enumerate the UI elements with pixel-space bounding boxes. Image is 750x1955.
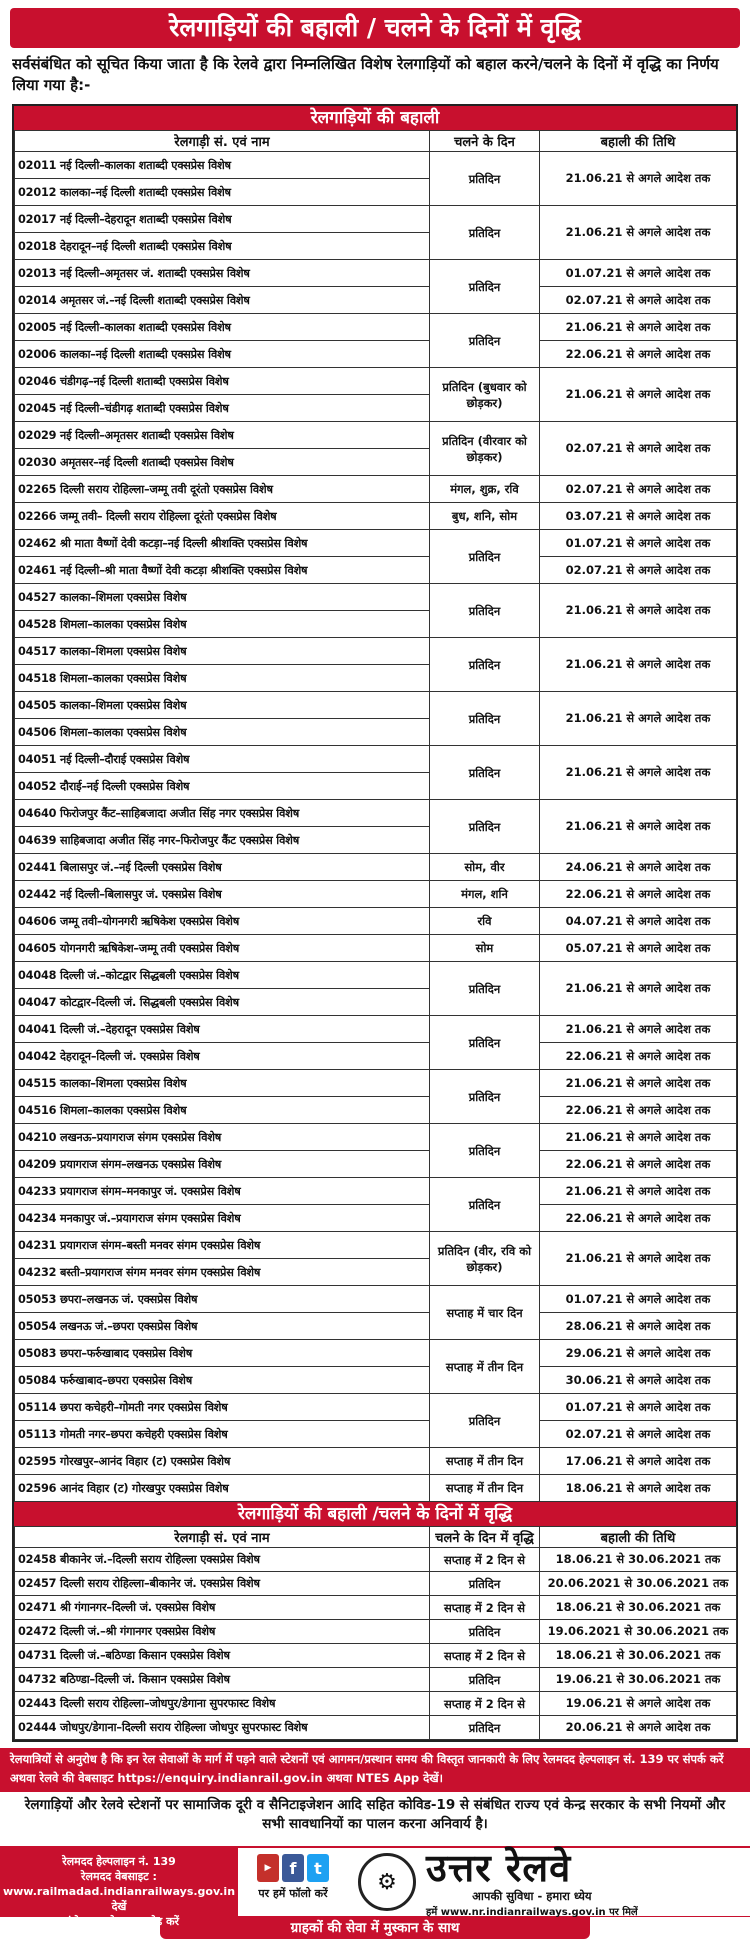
restore-date: 20.06.21 से अगले आदेश तक <box>540 1716 737 1740</box>
restore-date: 19.06.21 से अगले आदेश तक <box>540 1692 737 1716</box>
train-name: 04515 कालका–शिमला एक्सप्रेस विशेष <box>15 1070 430 1097</box>
section2-title: रेलगाड़ियों की बहाली /चलने के दिनों में वृद्धि <box>14 1502 736 1526</box>
train-name: 05083 छपरा–फर्रुखाबाद एक्सप्रेस विशेष <box>15 1340 430 1367</box>
train-name: 02029 नई दिल्ली–अमृतसर शताब्दी एक्सप्रेस विशेष <box>15 422 430 449</box>
restore-date: 01.07.21 से अगले आदेश तक <box>540 530 737 557</box>
train-name: 02046 चंडीगढ़–नई दिल्ली शताब्दी एक्सप्रेस विशेष <box>15 368 430 395</box>
train-name: 04047 कोटद्वार–दिल्ली जं. सिद्धबली एक्सप्रेस विशेष <box>15 989 430 1016</box>
page-title: रेलगाड़ियों की बहाली / चलने के दिनों में वृद्धि <box>10 8 740 48</box>
table-row <box>15 1448 737 1475</box>
restore-date: 21.06.21 से अगले आदेश तक <box>540 1016 737 1043</box>
restoration-table <box>14 130 737 1502</box>
train-name: 04233 प्रयागराज संगम–मनकापुर जं. एक्सप्रेस विशेष <box>15 1178 430 1205</box>
org-brand <box>348 1845 750 1918</box>
table-row <box>15 908 737 935</box>
train-name: 04506 शिमला–कालका एक्सप्रेस विशेष <box>15 719 430 746</box>
table-row <box>15 314 737 341</box>
train-name: 02444 जोधपुर/डेगाना–दिल्ली सराय रोहिल्ला जोधपुर सुपरफास्ट विशेष <box>15 1716 430 1740</box>
restore-date: 29.06.21 से अगले आदेश तक <box>540 1340 737 1367</box>
train-name: 02472 दिल्ली जं.–श्री गंगानगर एक्सप्रेस विशेष <box>15 1620 430 1644</box>
run-days-change: प्रतिदिन <box>430 1716 540 1740</box>
train-name: 02014 अमृतसर जं.–नई दिल्ली शताब्दी एक्सप्रेस विशेष <box>15 287 430 314</box>
col-run-days: चलने के दिन <box>430 131 540 152</box>
run-days: सप्ताह में चार दिन <box>430 1286 540 1340</box>
restore-date: 22.06.21 से अगले आदेश तक <box>540 1151 737 1178</box>
table-row <box>15 1692 737 1716</box>
youtube-icon[interactable]: ▶ <box>257 1854 279 1882</box>
slogan: ग्राहकों की सेवा में मुस्कान के साथ <box>160 1917 590 1939</box>
run-days: प्रतिदिन <box>430 530 540 584</box>
run-days: प्रतिदिन <box>430 638 540 692</box>
table-row <box>15 1620 737 1644</box>
run-days-change: सप्ताह में 2 दिन से <box>430 1644 540 1668</box>
org-name: उत्तर रेलवे <box>426 1845 572 1890</box>
train-name: 05114 छपरा कचेहरी–गोमती नगर एक्सप्रेस विशेष <box>15 1394 430 1421</box>
restore-date: 21.06.21 से अगले आदेश तक <box>540 1124 737 1151</box>
train-name: 02005 नई दिल्ली–कालका शताब्दी एक्सप्रेस विशेष <box>15 314 430 341</box>
restore-date: 02.07.21 से अगले आदेश तक <box>540 422 737 476</box>
restore-date: 03.07.21 से अगले आदेश तक <box>540 503 737 530</box>
table-row <box>15 530 737 557</box>
table-row <box>15 1644 737 1668</box>
table-row <box>15 1596 737 1620</box>
restore-date: 30.06.21 से अगले आदेश तक <box>540 1367 737 1394</box>
table-row <box>15 260 737 287</box>
col-train-name: रेलगाड़ी सं. एवं नाम <box>15 131 430 152</box>
run-days-change: प्रतिदिन <box>430 1620 540 1644</box>
train-name: 02265 दिल्ली सराय रोहिल्ला–जम्मू तवी दूरंतो एक्सप्रेस विशेष <box>15 476 430 503</box>
org-tagline: आपकी सुविधा - हमारा ध्येय <box>472 1888 592 1903</box>
run-days: सप्ताह में तीन दिन <box>430 1340 540 1394</box>
table-row <box>15 341 737 368</box>
train-name: 04505 कालका–शिमला एक्सप्रेस विशेष <box>15 692 430 719</box>
table-row <box>15 1286 737 1313</box>
restore-date: 22.06.21 से अगले आदेश तक <box>540 1043 737 1070</box>
run-days: प्रतिदिन <box>430 206 540 260</box>
train-name: 04605 योगनगरी ऋषिकेश–जम्मू तवी एक्सप्रेस विशेष <box>15 935 430 962</box>
table-row <box>15 1394 737 1421</box>
run-days: प्रतिदिन <box>430 314 540 368</box>
train-name: 04048 दिल्ली जं.–कोटद्वार सिद्धबली एक्सप्रेस विशेष <box>15 962 430 989</box>
table-row <box>15 800 737 827</box>
train-name: 04731 दिल्ली जं.–बठिण्डा किसान एक्सप्रेस विशेष <box>15 1644 430 1668</box>
restore-date: 21.06.21 से अगले आदेश तक <box>540 962 737 1016</box>
run-days-change: सप्ताह में 2 दिन से <box>430 1692 540 1716</box>
extension-table <box>14 1526 737 1740</box>
facebook-icon[interactable]: f <box>282 1854 304 1882</box>
train-name: 02006 कालका–नई दिल्ली शताब्दी एक्सप्रेस विशेष <box>15 341 430 368</box>
run-days: प्रतिदिन <box>430 1124 540 1178</box>
train-name: 05084 फर्रुखाबाद–छपरा एक्सप्रेस विशेष <box>15 1367 430 1394</box>
table-row <box>15 1313 737 1340</box>
timetable-frame <box>12 104 738 1742</box>
enquiry-notice: रेलयात्रियों से अनुरोध है कि इन रेल सेवाओं के मार्ग में पड़ने वाले स्टेशनों एवं आगमन/प्रस्थान समय की विस्तृत जानकारी के लिए रेलमदद हेल्पलाइन सं. 139 पर संपर्क करें अथवा रेलवे की वेबसाइट https://enquiry.indianrail.gov.in अथवा NTES App देखें। <box>0 1748 750 1792</box>
restore-date: 18.06.21 से 30.06.2021 तक <box>540 1644 737 1668</box>
restore-date: 21.06.21 से अगले आदेश तक <box>540 1070 737 1097</box>
restore-date: 19.06.21 से 30.06.2021 तक <box>540 1668 737 1692</box>
table-row <box>15 1475 737 1502</box>
restore-date: 04.07.21 से अगले आदेश तक <box>540 908 737 935</box>
intro-text: सर्वसंबंधित को सूचित किया जाता है कि रेलवे द्वारा निम्नलिखित विशेष रेलगाड़ियों को बहाल करने/चलने के दिनों में वृद्धि का निर्णय लिया गया है:- <box>12 55 719 94</box>
run-days: प्रतिदिन (बुधवार को छोड़कर) <box>430 368 540 422</box>
table-row <box>15 557 737 584</box>
train-name: 04528 शिमला–कालका एक्सप्रेस विशेष <box>15 611 430 638</box>
restore-date: 21.06.21 से अगले आदेश तक <box>540 206 737 260</box>
restore-date: 21.06.21 से अगले आदेश तक <box>540 1178 737 1205</box>
run-days: प्रतिदिन <box>430 692 540 746</box>
railway-logo-icon: ⚙ <box>358 1853 416 1911</box>
table-row <box>15 881 737 908</box>
table-row <box>15 746 737 773</box>
restore-date: 17.06.21 से अगले आदेश तक <box>540 1448 737 1475</box>
restore-date: 02.07.21 से अगले आदेश तक <box>540 1421 737 1448</box>
col-run-days-increase: चलने के दिन में वृद्धि <box>430 1527 540 1548</box>
train-name: 02461 नई दिल्ली–श्री माता वैष्णों देवी कटड़ा श्रीशक्ति एक्सप्रेस विशेष <box>15 557 430 584</box>
train-name: 04041 दिल्ली जं.–देहरादून एक्सप्रेस विशेष <box>15 1016 430 1043</box>
restore-date: 21.06.21 से अगले आदेश तक <box>540 746 737 800</box>
follow-text: पर हमें फॉलो करें <box>258 1887 328 1900</box>
train-name: 04209 प्रयागराज संगम–लखनऊ एक्सप्रेस विशेष <box>15 1151 430 1178</box>
run-days: प्रतिदिन (वीर, रवि को छोड़कर) <box>430 1232 540 1286</box>
table-row <box>15 206 737 233</box>
run-days: प्रतिदिन <box>430 584 540 638</box>
train-name: 02266 जम्मू तवी– दिल्ली सराय रोहिल्ला दूरंतो एक्सप्रेस विशेष <box>15 503 430 530</box>
train-name: 02045 नई दिल्ली–चंडीगढ़ शताब्दी एक्सप्रेस विशेष <box>15 395 430 422</box>
table-row <box>15 287 737 314</box>
train-name: 05054 लखनऊ जं.–छपरा एक्सप्रेस विशेष <box>15 1313 430 1340</box>
table-row <box>15 1016 737 1043</box>
train-name: 02458 बीकानेर जं.–दिल्ली सराय रोहिल्ला एक्सप्रेस विशेष <box>15 1548 430 1572</box>
table-row <box>15 1232 737 1259</box>
restore-date: 20.06.2021 से 30.06.2021 तक <box>540 1572 737 1596</box>
table-row <box>15 638 737 665</box>
helpline-text: रेलमदद हेल्पलाइन नं. 139 <box>62 1855 176 1868</box>
restore-date: 22.06.21 से अगले आदेश तक <box>540 1205 737 1232</box>
train-name: 04052 दौराई–नई दिल्ली एक्सप्रेस विशेष <box>15 773 430 800</box>
run-days: रवि <box>430 908 540 935</box>
run-days: प्रतिदिन <box>430 1070 540 1124</box>
run-days: बुध, शनि, सोम <box>430 503 540 530</box>
train-name: 04210 लखनऊ–प्रयागराज संगम एक्सप्रेस विशेष <box>15 1124 430 1151</box>
restore-date: 18.06.21 से 30.06.2021 तक <box>540 1548 737 1572</box>
table-row <box>15 1340 737 1367</box>
run-days: प्रतिदिन <box>430 260 540 314</box>
train-name: 04518 शिमला–कालका एक्सप्रेस विशेष <box>15 665 430 692</box>
train-name: 02457 दिल्ली सराय रोहिल्ला–बीकानेर जं. एक्सप्रेस विशेष <box>15 1572 430 1596</box>
restore-date: 21.06.21 से अगले आदेश तक <box>540 692 737 746</box>
train-name: 05053 छपरा–लखनऊ जं. एक्सप्रेस विशेष <box>15 1286 430 1313</box>
social-box <box>238 1848 348 1916</box>
run-days-change: सप्ताह में 2 दिन से <box>430 1596 540 1620</box>
restore-date: 18.06.21 से अगले आदेश तक <box>540 1475 737 1502</box>
run-days: प्रतिदिन <box>430 1016 540 1070</box>
restore-date: 22.06.21 से अगले आदेश तक <box>540 881 737 908</box>
railmadad-box <box>0 1848 238 1928</box>
table-row <box>15 1097 737 1124</box>
run-days: प्रतिदिन <box>430 800 540 854</box>
train-name: 02442 नई दिल्ली–बिलासपुर जं. एक्सप्रेस विशेष <box>15 881 430 908</box>
table-row <box>15 1151 737 1178</box>
table-row <box>15 1421 737 1448</box>
table-row <box>15 1178 737 1205</box>
restore-date: 21.06.21 से अगले आदेश तक <box>540 638 737 692</box>
restore-date: 21.06.21 से अगले आदेश तक <box>540 1232 737 1286</box>
col-restore-date: बहाली की तिथि <box>540 1527 737 1548</box>
restore-date: 21.06.21 से अगले आदेश तक <box>540 314 737 341</box>
section1-title: रेलगाड़ियों की बहाली <box>14 106 736 130</box>
table-row <box>15 962 737 989</box>
restore-date: 24.06.21 से अगले आदेश तक <box>540 854 737 881</box>
restore-date: 21.06.21 से अगले आदेश तक <box>540 152 737 206</box>
covid-notice: रेलगाड़ियों और रेलवे स्टेशनों पर सामाजिक दूरी व सैनिटाइजेशन आदि सहित कोविड-19 से संबंधित राज्य एवं केन्द्र सरकार के सभी नियमों और सभी सावधानियों का पालन करना अनिवार्य है। <box>0 1792 750 1848</box>
page <box>0 8 750 1955</box>
train-name: 02017 नई दिल्ली–देहरादून शताब्दी एक्सप्रेस विशेष <box>15 206 430 233</box>
train-name: 04232 बस्ती–प्रयागराज संगम मनवर संगम एक्सप्रेस विशेष <box>15 1259 430 1286</box>
restore-date: 01.07.21 से अगले आदेश तक <box>540 1394 737 1421</box>
table-row <box>15 1668 737 1692</box>
website-link[interactable]: www.railmadad.indianrailways.gov.in देखें <box>2 1885 236 1913</box>
table-row <box>15 152 737 179</box>
col-restore-date: बहाली की तिथि <box>540 131 737 152</box>
restore-date: 19.06.2021 से 30.06.2021 तक <box>540 1620 737 1644</box>
train-name: 02595 गोरखपुर–आनंद विहार (ट) एक्सप्रेस विशेष <box>15 1448 430 1475</box>
restore-date: 05.07.21 से अगले आदेश तक <box>540 935 737 962</box>
col-train-name: रेलगाड़ी सं. एवं नाम <box>15 1527 430 1548</box>
run-days: प्रतिदिन <box>430 1178 540 1232</box>
table-row <box>15 854 737 881</box>
run-days: प्रतिदिन <box>430 152 540 206</box>
table-row <box>15 422 737 449</box>
run-days: मंगल, शुक्र, रवि <box>430 476 540 503</box>
restore-date: 02.07.21 से अगले आदेश तक <box>540 287 737 314</box>
train-name: 05113 गोमती नगर–छपरा कचेहरी एक्सप्रेस विशेष <box>15 1421 430 1448</box>
org-website[interactable]: हमें www.nr.indianrailways.gov.in पर मिलें <box>426 1906 638 1918</box>
train-name: 02011 नई दिल्ली–कालका शताब्दी एक्सप्रेस विशेष <box>15 152 430 179</box>
run-days: सप्ताह में तीन दिन <box>430 1448 540 1475</box>
train-name: 02443 दिल्ली सराय रोहिल्ला–जोधपुर/डेगाना सुपरफास्ट विशेष <box>15 1692 430 1716</box>
train-name: 04639 साहिबजादा अजीत सिंह नगर–फिरोजपुर कैंट एक्सप्रेस विशेष <box>15 827 430 854</box>
table-row <box>15 1043 737 1070</box>
train-name: 02471 श्री गंगानगर–दिल्ली जं. एक्सप्रेस विशेष <box>15 1596 430 1620</box>
train-name: 04606 जम्मू तवी–योगनगरी ऋषिकेश एक्सप्रेस विशेष <box>15 908 430 935</box>
train-name: 04042 देहरादून–दिल्ली जं. एक्सप्रेस विशेष <box>15 1043 430 1070</box>
table-row <box>15 1572 737 1596</box>
train-name: 04732 बठिण्डा–दिल्ली जं. किसान एक्सप्रेस विशेष <box>15 1668 430 1692</box>
table-row <box>15 1367 737 1394</box>
twitter-icon[interactable]: t <box>307 1854 329 1882</box>
run-days-change: प्रतिदिन <box>430 1668 540 1692</box>
run-days-change: प्रतिदिन <box>430 1572 540 1596</box>
restore-date: 21.06.21 से अगले आदेश तक <box>540 800 737 854</box>
table-row <box>15 935 737 962</box>
run-days: प्रतिदिन <box>430 746 540 800</box>
run-days: सोम <box>430 935 540 962</box>
restore-date: 01.07.21 से अगले आदेश तक <box>540 260 737 287</box>
table-row <box>15 1548 737 1572</box>
run-days: प्रतिदिन <box>430 1394 540 1448</box>
table-row <box>15 1716 737 1740</box>
train-name: 04527 कालका–शिमला एक्सप्रेस विशेष <box>15 584 430 611</box>
train-name: 02012 कालका–नई दिल्ली शताब्दी एक्सप्रेस विशेष <box>15 179 430 206</box>
restore-date: 01.07.21 से अगले आदेश तक <box>540 1286 737 1313</box>
restore-date: 02.07.21 से अगले आदेश तक <box>540 476 737 503</box>
train-name: 04234 मनकापुर जं.–प्रयागराज संगम एक्सप्रेस विशेष <box>15 1205 430 1232</box>
train-name: 04640 फिरोजपुर कैंट–साहिबजादा अजीत सिंह नगर एक्सप्रेस विशेष <box>15 800 430 827</box>
table-row <box>15 692 737 719</box>
train-name: 04051 नई दिल्ली–दौराई एक्सप्रेस विशेष <box>15 746 430 773</box>
website-label: रेलमदद वेबसाइट : <box>81 1870 157 1883</box>
train-name: 04517 कालका–शिमला एक्सप्रेस विशेष <box>15 638 430 665</box>
table-row <box>15 476 737 503</box>
run-days-change: सप्ताह में 2 दिन से <box>430 1548 540 1572</box>
app-text: एवं रेलमदद ऐप डाउनलोड करें <box>58 1915 180 1928</box>
restore-date: 18.06.21 से 30.06.2021 तक <box>540 1596 737 1620</box>
train-name: 02018 देहरादून–नई दिल्ली शताब्दी एक्सप्रेस विशेष <box>15 233 430 260</box>
table-row <box>15 1124 737 1151</box>
run-days: सोम, वीर <box>430 854 540 881</box>
table-row <box>15 503 737 530</box>
train-name: 02462 श्री माता वैष्णों देवी कटड़ा–नई दिल्ली श्रीशक्ति एक्सप्रेस विशेष <box>15 530 430 557</box>
train-name: 04231 प्रयागराज संगम–बस्ती मनवर संगम एक्सप्रेस विशेष <box>15 1232 430 1259</box>
run-days: सप्ताह में तीन दिन <box>430 1475 540 1502</box>
table-row <box>15 584 737 611</box>
train-name: 04516 शिमला–कालका एक्सप्रेस विशेष <box>15 1097 430 1124</box>
train-name: 02030 अमृतसर–नई दिल्ली शताब्दी एक्सप्रेस विशेष <box>15 449 430 476</box>
restore-date: 22.06.21 से अगले आदेश तक <box>540 1097 737 1124</box>
restore-date: 21.06.21 से अगले आदेश तक <box>540 584 737 638</box>
train-name: 02013 नई दिल्ली–अमृतसर जं. शताब्दी एक्सप्रेस विशेष <box>15 260 430 287</box>
run-days: मंगल, शनि <box>430 881 540 908</box>
train-name: 02441 बिलासपुर जं.–नई दिल्ली एक्सप्रेस विशेष <box>15 854 430 881</box>
train-name: 02596 आनंद विहार (ट) गोरखपुर एक्सप्रेस विशेष <box>15 1475 430 1502</box>
run-days: प्रतिदिन <box>430 962 540 1016</box>
run-days: प्रतिदिन (वीरवार को छोड़कर) <box>430 422 540 476</box>
restore-date: 02.07.21 से अगले आदेश तक <box>540 557 737 584</box>
table-row <box>15 1070 737 1097</box>
restore-date: 22.06.21 से अगले आदेश तक <box>540 341 737 368</box>
restore-date: 21.06.21 से अगले आदेश तक <box>540 368 737 422</box>
restore-date: 28.06.21 से अगले आदेश तक <box>540 1313 737 1340</box>
table-row <box>15 1205 737 1232</box>
table-row <box>15 368 737 395</box>
